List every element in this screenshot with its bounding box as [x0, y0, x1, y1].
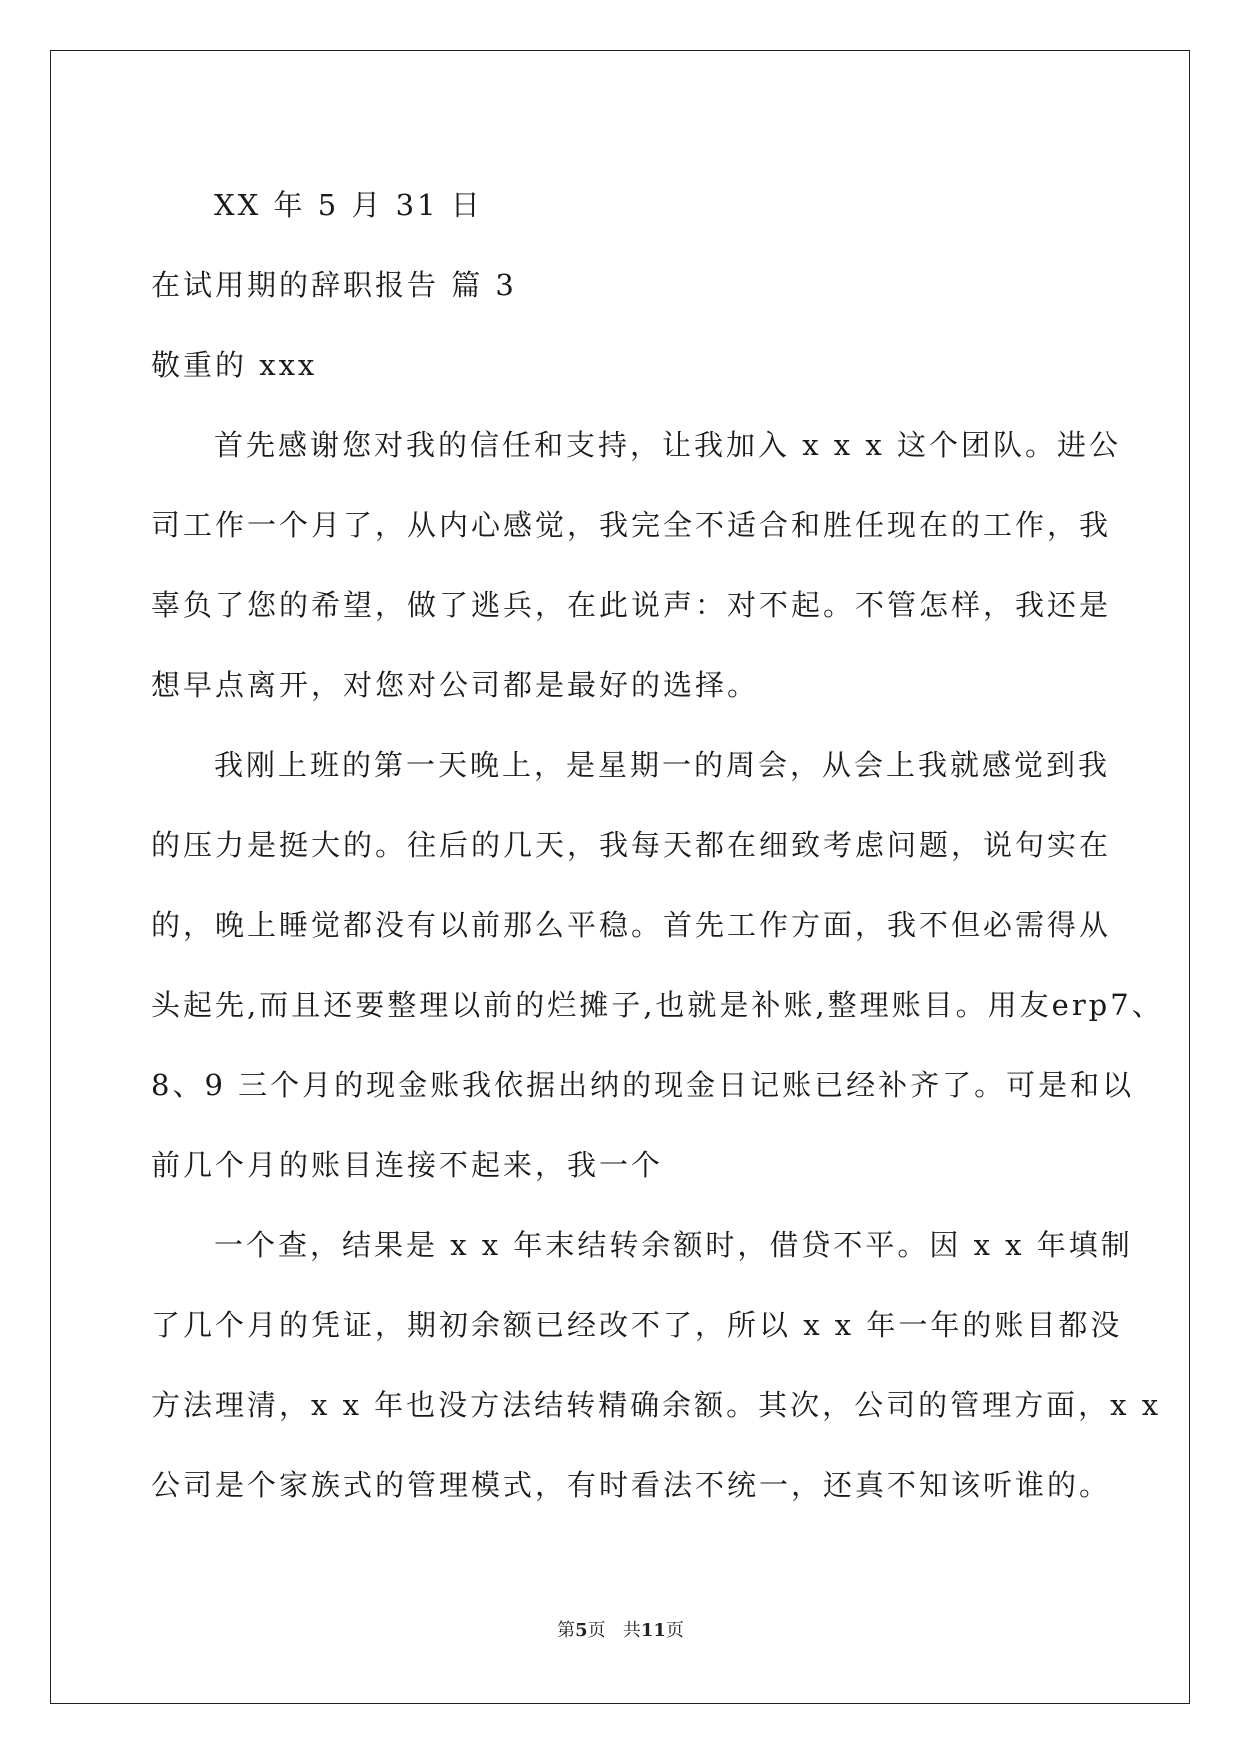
paragraph-line: 公司是个家族式的管理模式，有时看法不统一，还真不知该听谁的。 [151, 1468, 1112, 1502]
salutation: 敬重的 xxx [151, 348, 318, 382]
paragraph-line: 的压力是挺大的。往后的几天，我每天都在细致考虑问题，说句实在 [151, 828, 1112, 862]
paragraph-line: 方法理清，x x 年也没方法结转精确余额。其次，公司的管理方面，x x [151, 1388, 1162, 1422]
document-body [151, 165, 1164, 1525]
paragraph-line: 司工作一个月了，从内心感觉，我完全不适合和胜任现在的工作，我 [151, 508, 1112, 542]
footer-page-number: 5 [575, 1620, 588, 1641]
paragraph-line: 辜负了您的希望，做了逃兵，在此说声：对不起。不管怎样，我还是 [151, 588, 1112, 622]
paragraph-line: 8、9 三个月的现金账我依据出纳的现金日记账已经补齐了。可是和以 [151, 1068, 1135, 1102]
paragraph-line: 首先感谢您对我的信任和支持，让我加入 x x x 这个团队。进公 [214, 428, 1121, 462]
footer-total-prefix: 共 [622, 1620, 641, 1641]
paragraph-line: 我刚上班的第一天晚上，是星期一的周会，从会上我就感觉到我 [214, 748, 1111, 782]
footer-total-pages: 11 [640, 1620, 666, 1641]
paragraph-line: 一个查，结果是 x x 年末结转余额时，借贷不平。因 x x 年填制 [214, 1228, 1133, 1262]
paragraph-line: 的，晚上睡觉都没有以前那么平稳。首先工作方面，我不但必需得从 [151, 908, 1112, 942]
page-footer [0, 1616, 1241, 1642]
date-line: XX 年 5 月 31 日 [214, 188, 483, 222]
section-heading: 在试用期的辞职报告 篇 3 [151, 268, 517, 302]
paragraph-line: 想早点离开，对您对公司都是最好的选择。 [151, 668, 760, 702]
paragraph-line: 前几个月的账目连接不起来，我一个 [151, 1148, 664, 1182]
paragraph-line: 了几个月的凭证，期初余额已经改不了，所以 x x 年一年的账目都没 [151, 1308, 1123, 1342]
footer-page-suffix: 页 [587, 1620, 606, 1641]
footer-total-suffix: 页 [665, 1620, 684, 1641]
footer-prefix: 第 [557, 1620, 576, 1641]
paragraph-line: 头起先,而且还要整理以前的烂摊子,也就是补账,整理账目。用友erp7、 [151, 988, 1164, 1022]
